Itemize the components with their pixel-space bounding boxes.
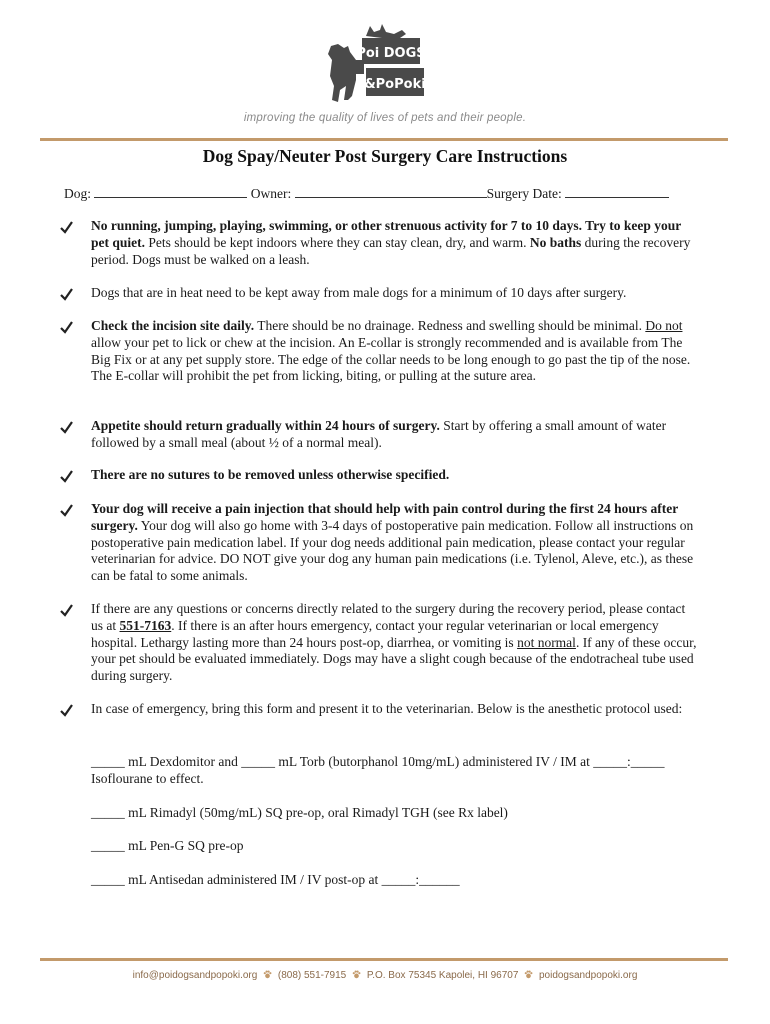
list-item xyxy=(60,501,700,585)
checkmark-icon xyxy=(60,420,74,434)
checkmark-icon xyxy=(60,220,74,234)
list-item xyxy=(60,218,700,268)
list-item xyxy=(60,285,700,302)
paw-icon xyxy=(524,970,533,979)
dog-field[interactable] xyxy=(94,186,247,198)
item-text: No running, jumping, playing, swimming, or other strenuous activity for 7 to 10 days. Try to keep your pet quiet. xyxy=(91,218,682,250)
item-text: Check the incision site daily. xyxy=(91,318,255,333)
item-text: Dogs that are in heat need to be kept away from male dogs for a minimum of 10 days after surgery. xyxy=(91,285,627,300)
footer xyxy=(0,970,770,981)
cat-silhouette-icon xyxy=(366,24,406,38)
item-text: If there are any questions or concerns directly related to the surgery during the recovery period, please contact us at xyxy=(91,601,686,633)
protocol-line-3[interactable]: _____ mL Pen-G SQ pre-op xyxy=(91,838,244,853)
footer-phone: (808) 551-7915 xyxy=(277,970,347,981)
tagline: improving the quality of lives of pets and their people. xyxy=(243,112,527,124)
item-text: . If any of these occur, your pet should be evaluated immediately. Dogs may have a slight cough because of the endotracheal tube used during surgery. xyxy=(91,634,697,684)
item-text: There are no sutures to be removed unless otherwise specified. xyxy=(91,467,450,482)
checkmark-icon xyxy=(60,320,74,334)
list-item xyxy=(60,418,700,452)
item-text: Do not xyxy=(645,318,683,333)
list-item xyxy=(60,601,700,685)
paw-icon xyxy=(263,970,272,979)
surgery-date-field[interactable] xyxy=(565,186,669,198)
item-text: not normal xyxy=(517,634,576,650)
item-text: No baths xyxy=(529,234,582,250)
checkmark-icon xyxy=(60,287,74,301)
item-text: Appetite should return gradually within 24 hours of surgery. xyxy=(91,418,440,433)
page-title: Dog Spay/Neuter Post Surgery Care Instructions xyxy=(202,146,568,166)
checkmark-icon xyxy=(60,603,74,617)
logo-line2: &PoPoki xyxy=(364,77,426,92)
footer-email[interactable]: info@poidogsandpopoki.org xyxy=(132,970,258,981)
protocol-line-4[interactable]: _____ mL Antisedan administered IM / IV post-op at _____:______ xyxy=(91,872,460,887)
item-text: allow your pet to lick or chew at the incision. An E-collar is strongly recommended and is available from The Big Fix or at any pet supply store. The edge of the collar needs to be long enough to go past the tip of the nose. The E-collar will prohibit the pet from licking, biting, or pulling at the suture area. xyxy=(91,334,691,384)
checkmark-icon xyxy=(60,703,74,717)
item-text: Start by offering a small amount of water followed by a small meal (about ½ of a normal meal). xyxy=(91,418,667,450)
poi-dogs-popoki-logo xyxy=(322,20,434,106)
fields-row xyxy=(64,185,669,202)
list-item xyxy=(60,701,700,718)
protocol-line-2[interactable]: _____ mL Rimadyl (50mg/mL) SQ pre-op, oral Rimadyl TGH (see Rx label) xyxy=(91,805,508,820)
logo xyxy=(322,20,434,106)
dog-label: Dog: xyxy=(64,186,91,201)
list-item xyxy=(60,318,700,385)
surgery-date-label: Surgery Date: xyxy=(486,186,562,201)
logo-line1: Poi DOGS xyxy=(356,46,426,61)
footer-address: P.O. Box 75345 Kapolei, HI 96707 xyxy=(366,970,519,981)
list-item xyxy=(60,467,700,484)
item-text: Pets should be kept indoors where they can stay clean, dry, and warm. xyxy=(145,234,530,250)
checkmark-icon xyxy=(60,503,74,517)
item-text: There should be no drainage. Redness and swelling should be minimal. xyxy=(254,318,646,333)
protocol-line-1b: Isoflourane to effect. xyxy=(91,771,204,786)
phone-link[interactable]: 551-7163 xyxy=(119,617,172,633)
dog-silhouette-icon xyxy=(328,44,356,102)
item-text: Your dog will receive a pain injection that should help with pain control during the first 24 hours after surgery. xyxy=(91,501,679,533)
owner-label: Owner: xyxy=(250,186,292,201)
protocol-line-1[interactable]: _____ mL Dexdomitor and _____ mL Torb (butorphanol 10mg/mL) administered IV / IM at _____:_____ xyxy=(91,754,665,769)
item-text: Your dog will also go home with 3-4 days of postoperative pain medication. Follow all instructions on postoperative pain medication label. If your dog needs additional pain medication, please contact your regular veterinarian for advice. DO NOT give your dog any human pain medications (i.e. Tylenol, Aleve, etc.), as these can be fatal to some animals. xyxy=(91,517,694,584)
paw-icon xyxy=(352,970,361,979)
footer-website[interactable]: poidogsandpopoki.org xyxy=(538,970,638,981)
bottom-divider xyxy=(40,958,728,961)
item-text: . If there is an after hours emergency, contact your regular veterinarian or local emergency hospital. Lethargy lasting more than 24 hours post-op, diarrhea, or vomiting is xyxy=(91,617,659,650)
checkmark-icon xyxy=(60,469,74,483)
item-text: during the recovery period. Dogs must be walked on a leash. xyxy=(91,234,691,267)
top-divider xyxy=(40,138,728,141)
owner-field[interactable] xyxy=(295,186,487,198)
item-text: In case of emergency, bring this form and present it to the veterinarian. Below is the anesthetic protocol used: xyxy=(91,701,683,716)
